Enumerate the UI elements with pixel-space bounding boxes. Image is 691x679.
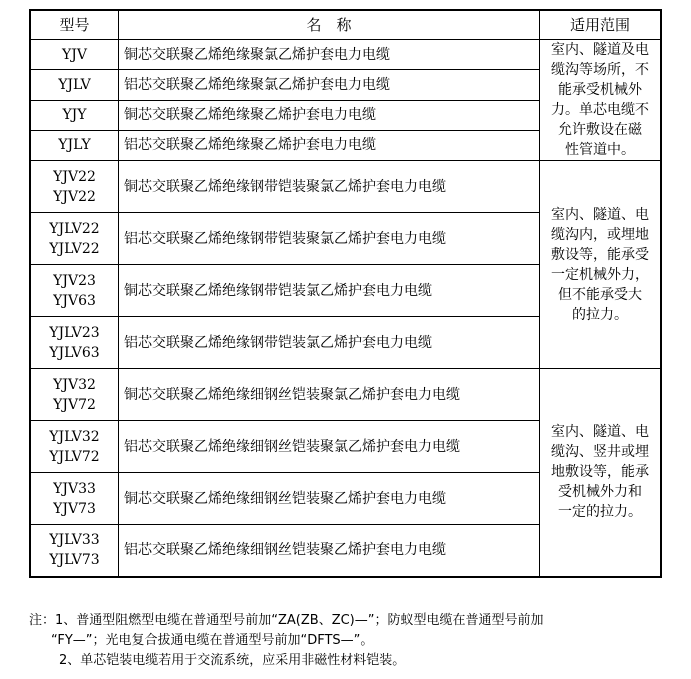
- model-code: YJV73: [53, 500, 96, 517]
- model-code: YJLV73: [49, 552, 100, 569]
- model-cell: [30, 70, 119, 100]
- model-code: YJV72: [53, 396, 96, 413]
- scope-line: 地敷设等，能承: [551, 464, 649, 481]
- table-notes: [29, 611, 669, 671]
- name-cell: 铜芯交联聚乙烯绝缘钢带铠装聚氯乙烯护套电力电缆: [119, 161, 540, 213]
- model-code: YJV22: [53, 188, 96, 205]
- model-cell: [30, 40, 119, 70]
- note-line-3: 2、单芯铠装电缆若用于交流系统，应采用非磁性材料铠装。: [59, 653, 406, 668]
- model-cell: [30, 473, 119, 525]
- scope-line: 室内、隧道及电: [551, 42, 649, 58]
- name-cell: 铝芯交联聚乙烯绝缘细钢丝铠装聚乙烯护套电力电缆: [119, 525, 540, 577]
- model-code: YJLV23: [49, 324, 100, 341]
- model-code: YJLV22: [49, 220, 100, 237]
- scope-line: 的拉力。: [572, 306, 628, 323]
- table-row: [30, 161, 661, 213]
- name-cell: 铝芯交联聚乙烯绝缘钢带铠装聚氯乙烯护套电力电缆: [119, 213, 540, 265]
- model-code: YJV23: [53, 272, 96, 289]
- note-line-2: “FY—”；光电复合拔通电缆在普通型号前加“DFTS—”。: [51, 633, 374, 648]
- model-code: YJLY: [58, 137, 91, 154]
- model-code: YJLV22: [49, 240, 100, 257]
- header-name: 名 称: [119, 10, 540, 40]
- model-code: YJLV33: [49, 532, 100, 549]
- model-cell: [30, 161, 119, 213]
- table-row: [30, 369, 661, 421]
- scope-line: 室内、隧道、电: [551, 424, 649, 441]
- model-code: YJLV: [58, 76, 91, 93]
- model-cell: [30, 317, 119, 369]
- header-scope: 适用范围: [540, 10, 662, 40]
- scope-line: 敷设等，能承受: [551, 246, 649, 263]
- scope-line: 缆沟内，或埋地: [551, 226, 649, 243]
- name-cell: 铜芯交联聚乙烯绝缘钢带铠装氯乙烯护套电力电缆: [119, 265, 540, 317]
- scope-cell: [540, 161, 662, 369]
- cable-spec-table: [29, 9, 662, 578]
- name-cell: 铜芯交联聚乙烯绝缘聚乙烯护套电力电缆: [119, 100, 540, 130]
- scope-line: 一定的拉力。: [558, 504, 642, 521]
- note-line-1: 注：1、普通型阻燃型电缆在普通型号前加“ZA(ZB、ZC)—”；防蚁型电缆在普通型号前加: [29, 613, 544, 628]
- model-code: YJLV63: [49, 344, 100, 361]
- model-cell: [30, 369, 119, 421]
- model-code: YJLV72: [49, 448, 100, 465]
- model-cell: [30, 525, 119, 577]
- model-cell: [30, 421, 119, 473]
- model-cell: [30, 130, 119, 160]
- name-cell: 铝芯交联聚乙烯绝缘钢带铠装氯乙烯护套电力电缆: [119, 317, 540, 369]
- scope-cell: [540, 369, 662, 577]
- name-cell: 铜芯交联聚乙烯绝缘聚氯乙烯护套电力电缆: [119, 40, 540, 70]
- scope-line: 受机械外力和: [558, 484, 642, 501]
- scope-line: 但不能承受大: [558, 286, 642, 303]
- name-cell: 铝芯交联聚乙烯绝缘细钢丝铠装聚氯乙烯护套电力电缆: [119, 421, 540, 473]
- scope-line: 性管道中。: [565, 142, 635, 158]
- scope-line: 允许敷设在磁: [558, 122, 642, 138]
- table-header-row: [30, 10, 661, 40]
- model-cell: [30, 100, 119, 130]
- model-code: YJV63: [53, 292, 96, 309]
- table-row: [30, 40, 661, 70]
- model-code: YJV: [62, 46, 87, 63]
- scope-line: 能承受机械外: [558, 82, 642, 98]
- name-cell: 铝芯交联聚乙烯绝缘聚乙烯护套电力电缆: [119, 130, 540, 160]
- model-code: YJY: [62, 107, 87, 124]
- name-cell: 铝芯交联聚乙烯绝缘聚氯乙烯护套电力电缆: [119, 70, 540, 100]
- model-code: YJV32: [53, 376, 96, 393]
- scope-line: 室内、隧道、电: [551, 206, 649, 223]
- model-cell: [30, 265, 119, 317]
- model-code: YJV22: [53, 168, 96, 185]
- model-code: YJLV32: [49, 428, 100, 445]
- scope-line: 缆沟、竖井或埋: [551, 444, 649, 461]
- scope-line: 缆沟等场所，不: [551, 62, 649, 78]
- model-cell: [30, 213, 119, 265]
- scope-line: 力。单芯电缆不: [551, 102, 649, 118]
- scope-line: 一定机械外力，: [551, 266, 649, 283]
- header-model: 型号: [30, 10, 119, 40]
- name-cell: 铜芯交联聚乙烯绝缘细钢丝铠装聚乙烯护套电力电缆: [119, 473, 540, 525]
- scope-cell: [540, 40, 662, 161]
- model-code: YJV33: [53, 480, 96, 497]
- name-cell: 铜芯交联聚乙烯绝缘细钢丝铠装聚氯乙烯护套电力电缆: [119, 369, 540, 421]
